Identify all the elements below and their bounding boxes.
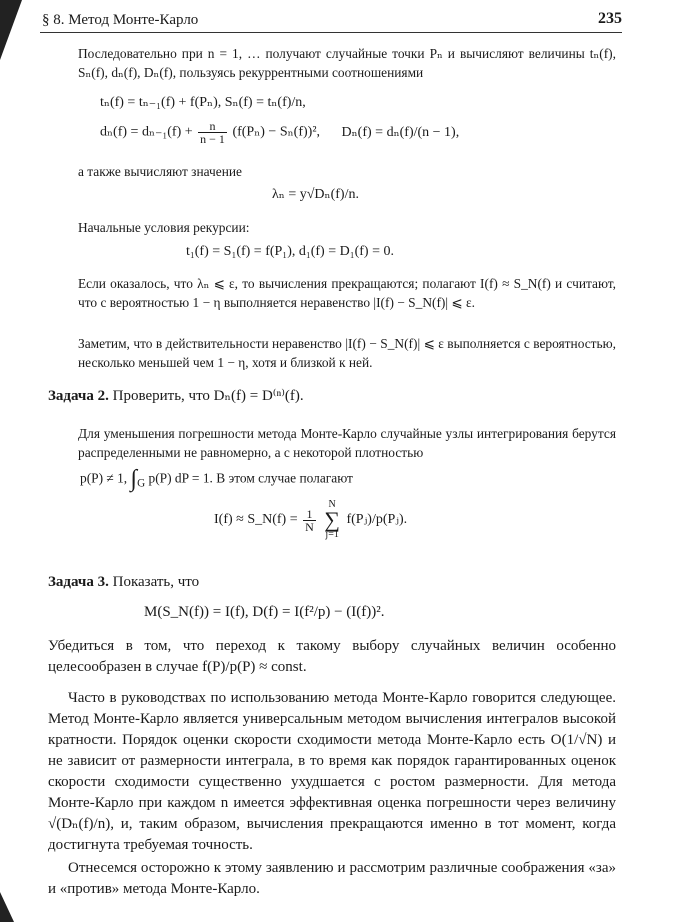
fraction-numerator: 1 xyxy=(303,508,316,521)
paragraph-caution: Отнесемся осторожно к этому заявлению и рассмотрим различные соображения «за» и «против» метода Монте-Карло. xyxy=(48,860,616,897)
equation-d-middle: (f(Pₙ) − Sₙ(f))², xyxy=(232,124,321,140)
paragraph-verify: Убедиться в том, что переход к такому выбору случайных величин особенно целесообразен в случае f(P)/p(P) ≈ const. xyxy=(48,638,616,675)
sum-lower-limit: j=1 xyxy=(325,529,339,540)
fraction-denominator: n − 1 xyxy=(200,132,225,146)
scan-shadow-top-left xyxy=(0,0,22,60)
paragraph-recurrence-intro: Последовательно при n = 1, … получают случайные точки Pₙ и вычисляют величины tₙ(f), Sₙ(f), dₙ(f), Dₙ(f), пользуясь рекуррентными соотношениями xyxy=(78,46,616,80)
paragraph-stop-condition: Если оказалось, что λₙ ⩽ ε, то вычисления прекращаются; полагают I(f) ≈ S_N(f) и считают, что с вероятностью 1 − η выполняется неравенство |I(f) − S_N(f)| ⩽ ε. xyxy=(78,276,616,310)
fraction-1-over-N xyxy=(303,508,316,533)
fraction-numerator: n xyxy=(198,120,227,133)
paragraph-also-compute: а также вычисляют значение xyxy=(78,164,242,179)
equation-lambda: λₙ = y√Dₙ(f)/n. xyxy=(272,187,359,202)
density-normalization-text: p(P) dP = 1. В этом случае полагают xyxy=(148,470,353,486)
estimator-right: f(Pⱼ)/p(Pⱼ). xyxy=(346,512,408,528)
paragraph-density: Для уменьшения погрешности метода Монте-Карло случайные узлы интегрирования берутся распределенными не равномерно, а с некоторой плотностью xyxy=(78,426,616,460)
fraction-denominator: N xyxy=(305,519,314,534)
task-2-label: Задача 2. xyxy=(48,388,109,404)
paragraph-claims: Часто в руководствах по использованию метода Монте-Карло говорится следующее. Метод Монте-Карло является универсальным методом вычисления интегралов высокой кратности. Порядок оценки скорости сходимости метода Монте-Карло есть O(1/√N) и не зависит от размерности интеграла, в то время как порядок гарантированных оценок скорости сходимости существенно ухудшается с ростом размерности. Для метода Монте-Карло при каждом n имеется эффективная оценка погрешности через величину √(Dₙ(f)/n), и, таким образом, вычисления прекращаются именно в тот момент, когда достигнута требуемая точность. xyxy=(48,690,616,853)
section-title: § 8. Метод Монте-Карло xyxy=(42,12,199,28)
task-3 xyxy=(48,574,199,591)
sum-symbol: ∑ xyxy=(324,507,340,532)
sum-upper-limit: N xyxy=(328,499,336,510)
equation-d-D xyxy=(100,120,459,145)
task-3-label: Задача 3. xyxy=(48,574,109,590)
density-not-one: p(P) ≠ 1, xyxy=(80,470,128,486)
paragraph-initial-conditions: Начальные условия рекурсии: xyxy=(78,220,250,235)
equation-d-left: dₙ(f) = dₙ₋₁(f) + xyxy=(100,124,193,140)
equation-estimator xyxy=(214,500,407,540)
integral-sign: ∫ xyxy=(130,466,138,492)
task-2-text: Проверить, что Dₙ(f) = D⁽ⁿ⁾(f). xyxy=(112,388,304,404)
running-header xyxy=(40,10,622,33)
equation-t-s: tₙ(f) = tₙ₋₁(f) + f(Pₙ), Sₙ(f) = tₙ(f)/n, xyxy=(100,95,306,110)
scan-shadow-bottom-left xyxy=(0,892,14,922)
density-normalization-line xyxy=(80,466,353,493)
task-3-text: Показать, что xyxy=(112,574,200,590)
estimator-left: I(f) ≈ S_N(f) = xyxy=(214,512,298,528)
equation-D-right: Dₙ(f) = dₙ(f)/(n − 1), xyxy=(341,124,460,140)
page-number: 235 xyxy=(598,10,622,27)
summation xyxy=(324,500,340,540)
equation-expectation-variance: M(S_N(f)) = I(f), D(f) = I(f²/p) − (I(f))². xyxy=(144,604,385,620)
fraction-n-over-n-1 xyxy=(198,120,227,145)
task-2 xyxy=(48,386,304,405)
integral-domain: G xyxy=(137,477,146,490)
equation-initial: t₁(f) = S₁(f) = f(P₁), d₁(f) = D₁(f) = 0. xyxy=(186,244,394,259)
paragraph-remark: Заметим, что в действительности неравенство |I(f) − S_N(f)| ⩽ ε выполняется с вероятностью, несколько меньшей чем 1 − η, хотя и близкой к ней. xyxy=(78,336,616,370)
